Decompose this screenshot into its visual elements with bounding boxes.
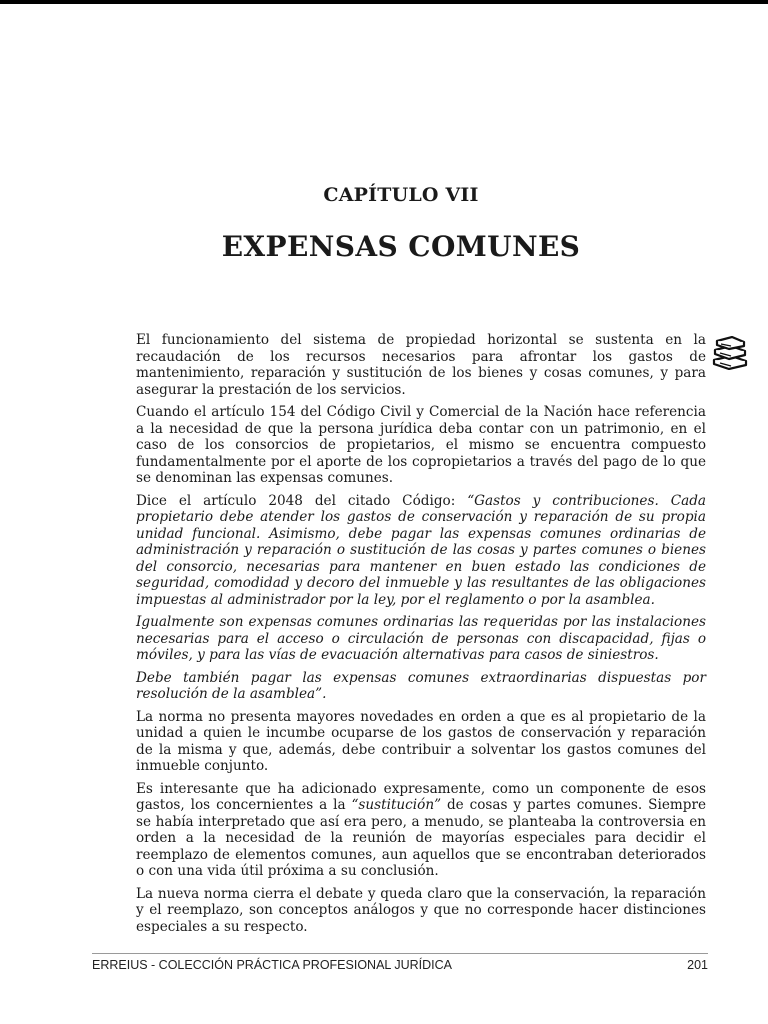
paragraph <box>136 614 706 664</box>
paragraph <box>136 886 706 936</box>
quoted-text: “Gastos y contribuciones. Cada propietario debe atender los gastos de conservación y reparación de su propia unidad funcional. Asimismo, debe pagar las expensas comunes ordinarias de administración y reparación o sustitución de las cosas y partes comunes o bienes del consorcio, necesarias para mantener en buen estado las condiciones de seguridad, comodidad y decoro del inmueble y las resultantes de las obligaciones impuestas al administrador por la ley, por el reglamento o por la asamblea. <box>136 492 707 608</box>
books-stack-icon <box>711 336 749 370</box>
quoted-text: Igualmente son expensas comunes ordinarias las requeridas por las instalaciones necesarias para el acceso o circulación de personas con discapacidad, fijas o móviles, y para las vías de evacuación alternativas para casos de siniestros. <box>136 614 706 663</box>
chapter-label: CAPÍTULO VII <box>323 184 479 206</box>
paragraph-text: El funcionamiento del sistema de propiedad horizontal se sustenta en la recaudación de los recursos necesarios para afrontar los gastos de mantenimiento, reparación y sustitución de los bienes y cosas comunes, y para asegurar la prestación de los servicios. <box>136 332 706 398</box>
footer-rule <box>92 953 708 954</box>
body-text <box>136 332 706 935</box>
paragraph-text: Es interesante que ha adicionado expresamente, como un componente de esos gastos, los concernientes a la <box>136 780 706 813</box>
page-number: 201 <box>687 958 708 972</box>
chapter-title: EXPENSAS COMUNES <box>221 230 581 263</box>
paragraph <box>136 404 706 487</box>
paragraph <box>136 781 706 880</box>
paragraph <box>136 332 706 398</box>
paragraph <box>136 709 706 775</box>
paragraph-text: Cuando el artículo 154 del Código Civil y Comercial de la Nación hace referencia a la necesidad de que la persona jurídica deba contar con un patrimonio, en el caso de los consorcios de propietarios, el mismo se encuentra compuesto fundamentalmente por el aporte de los copropietarios a través del pago de lo que se denominan las expensas comunes. <box>136 404 706 486</box>
quoted-text: Debe también pagar las expensas comunes extraordinarias dispuestas por resolución de la asamblea”. <box>136 669 706 702</box>
paragraph <box>136 493 706 609</box>
paragraph-text: de cosas y partes comunes. Siempre se había interpretado que así era pero, a menudo, se planteaba la controversia en orden a la necesidad de la reunión de mayorías especiales para decidir el reemplazo de elementos comunes, aun aquellos que se encontraban deteriorados o con una vida útil próxima a su conclusión. <box>136 797 706 879</box>
paragraph-text: La norma no presenta mayores novedades en orden a que es al propietario de la unidad a quien le incumbe ocuparse de los gastos de conservación y reparación de la misma y que, además, debe contribuir a solventar los gastos comunes del inmueble conjunto. <box>136 708 706 774</box>
quoted-text: “sustitución” <box>351 797 442 813</box>
footer-collection: ERREIUS - COLECCIÓN PRÁCTICA PROFESIONAL JURÍDICA <box>92 958 453 972</box>
top-rule <box>0 0 768 4</box>
paragraph-text: Dice el artículo 2048 del citado Código: <box>136 492 468 509</box>
paragraph <box>136 670 706 703</box>
paragraph-text: La nueva norma cierra el debate y queda claro que la conservación, la reparación y el reemplazo, son conceptos análogos y que no corresponde hacer distinciones especiales a su respecto. <box>136 885 706 935</box>
